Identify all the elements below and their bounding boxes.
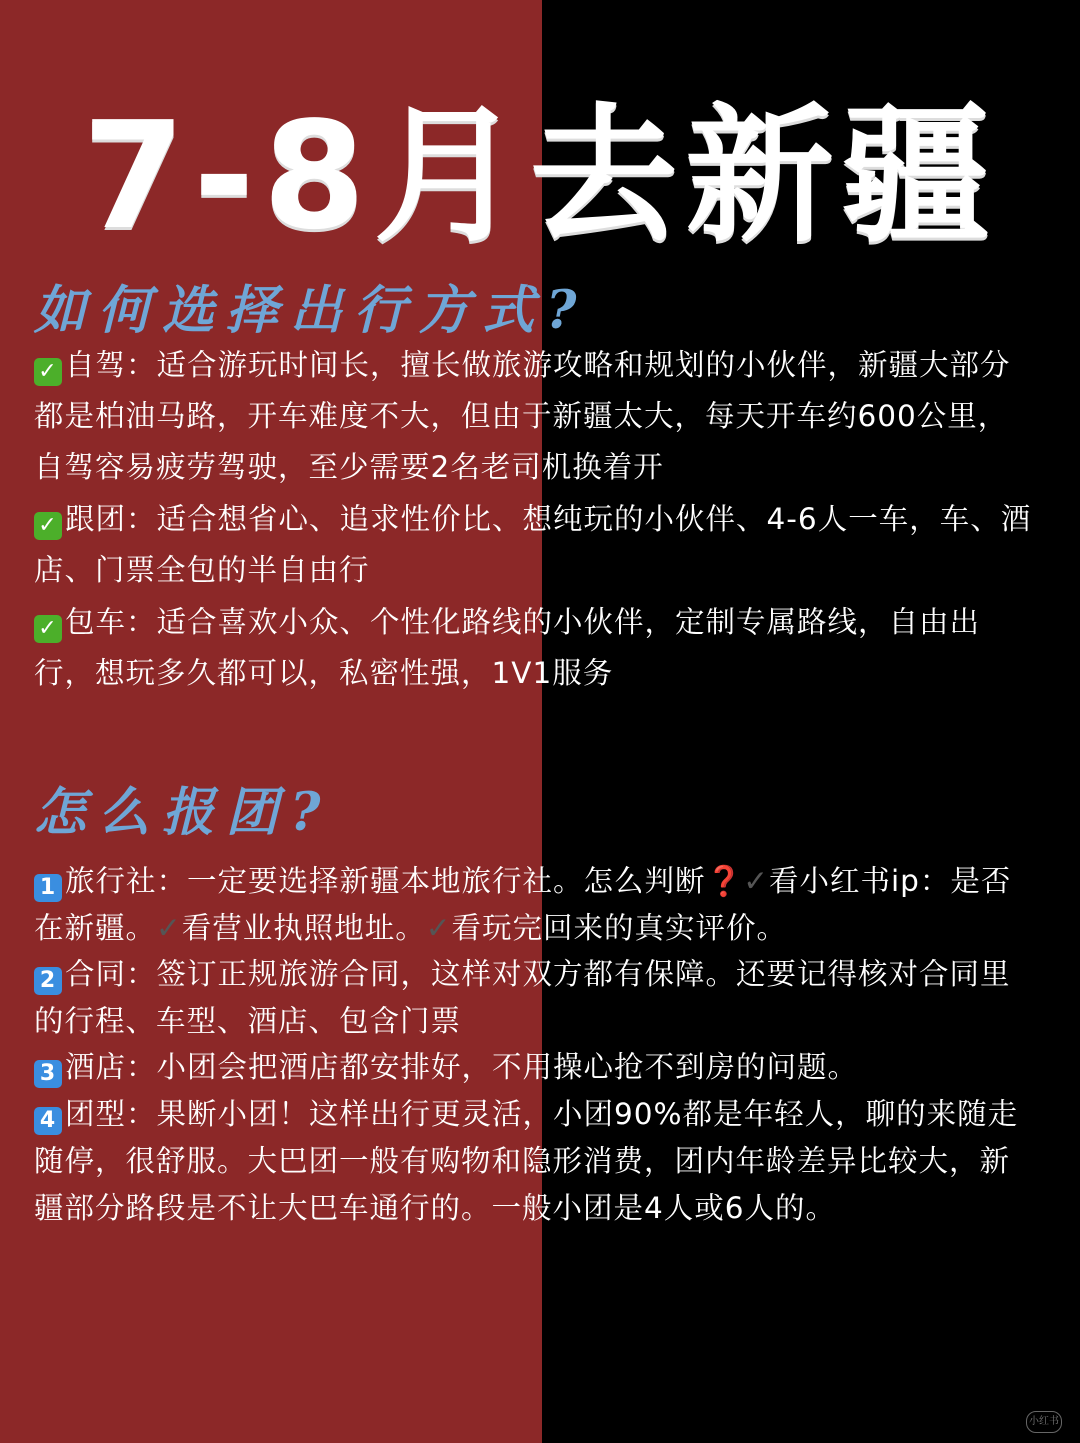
item-text: ：签订正规旅游合同，这样对双方都有保障。还要记得核对合同里的行程、车型、酒店、包含门票 <box>34 957 1011 1038</box>
tick-icon: ✓ <box>156 911 182 945</box>
section-heading-travel-mode: 如何选择出行方式? <box>34 280 589 341</box>
item-label: 自驾 <box>65 348 127 382</box>
list-item-charter-car <box>34 597 1034 699</box>
list-item-group-type <box>34 1091 1034 1232</box>
item-text: ：适合喜欢小众、个性化路线的小伙伴，定制专属路线，自由出行，想玩多久都可以，私密性强，1V1服务 <box>34 605 981 690</box>
question-mark-icon: ❓ <box>705 864 744 898</box>
item-text: ：一定要选择新疆本地旅行社。怎么判断 <box>156 864 706 898</box>
page-title: 7-8月去新疆 <box>82 90 998 262</box>
number-1-icon: 1 <box>34 874 62 902</box>
check-mark-icon: ✓ <box>34 358 62 386</box>
list-item-self-drive <box>34 340 1034 493</box>
list-item-hotel <box>34 1044 1034 1091</box>
list-item-travel-agency <box>34 858 1034 952</box>
check-mark-icon: ✓ <box>34 615 62 643</box>
item-label: 合同 <box>65 957 127 991</box>
watermark-logo: 小红书 <box>1026 1411 1062 1433</box>
item-text: 看营业执照地址。 <box>181 911 426 945</box>
item-text: ：适合游玩时间长，擅长做旅游攻略和规划的小伙伴，新疆大部分都是柏油马路，开车难度不大，但由于新疆太大，每天开车约600公里，自驾容易疲劳驾驶，至少需要2名老司机换着开 <box>34 348 1011 484</box>
item-text: ：小团会把酒店都安排好，不用操心抢不到房的问题。 <box>126 1050 859 1084</box>
item-text: ：果断小团！这样出行更灵活，小团90%都是年轻人，聊的来随走随停，很舒服。大巴团一般有购物和隐形消费，团内年龄差异比较大，新疆部分路段是不让大巴车通行的。一般小团是4人或6人的。 <box>34 1097 1019 1225</box>
number-2-icon: 2 <box>34 967 62 995</box>
section-heading-how-to-join: 怎么报团? <box>34 782 333 843</box>
item-label: 酒店 <box>65 1050 127 1084</box>
number-4-icon: 4 <box>34 1107 62 1135</box>
tick-icon: ✓ <box>425 911 452 945</box>
item-label: 团型 <box>65 1097 127 1131</box>
check-mark-icon: ✓ <box>34 512 62 540</box>
item-text: ：适合想省心、追求性价比、想纯玩的小伙伴、4-6人一车，车、酒店、门票全包的半自由行 <box>34 502 1032 587</box>
item-label: 包车 <box>65 605 127 639</box>
number-3-icon: 3 <box>34 1060 62 1088</box>
item-label: 旅行社 <box>65 864 157 898</box>
list-item-group-tour <box>34 494 1034 596</box>
item-label: 跟团 <box>65 502 127 536</box>
tick-icon: ✓ <box>743 864 769 898</box>
item-text: 看小红书ip：是否在新疆。 <box>34 864 1012 945</box>
item-text: 看玩完回来的真实评价。 <box>451 911 787 945</box>
list-item-contract <box>34 951 1034 1045</box>
